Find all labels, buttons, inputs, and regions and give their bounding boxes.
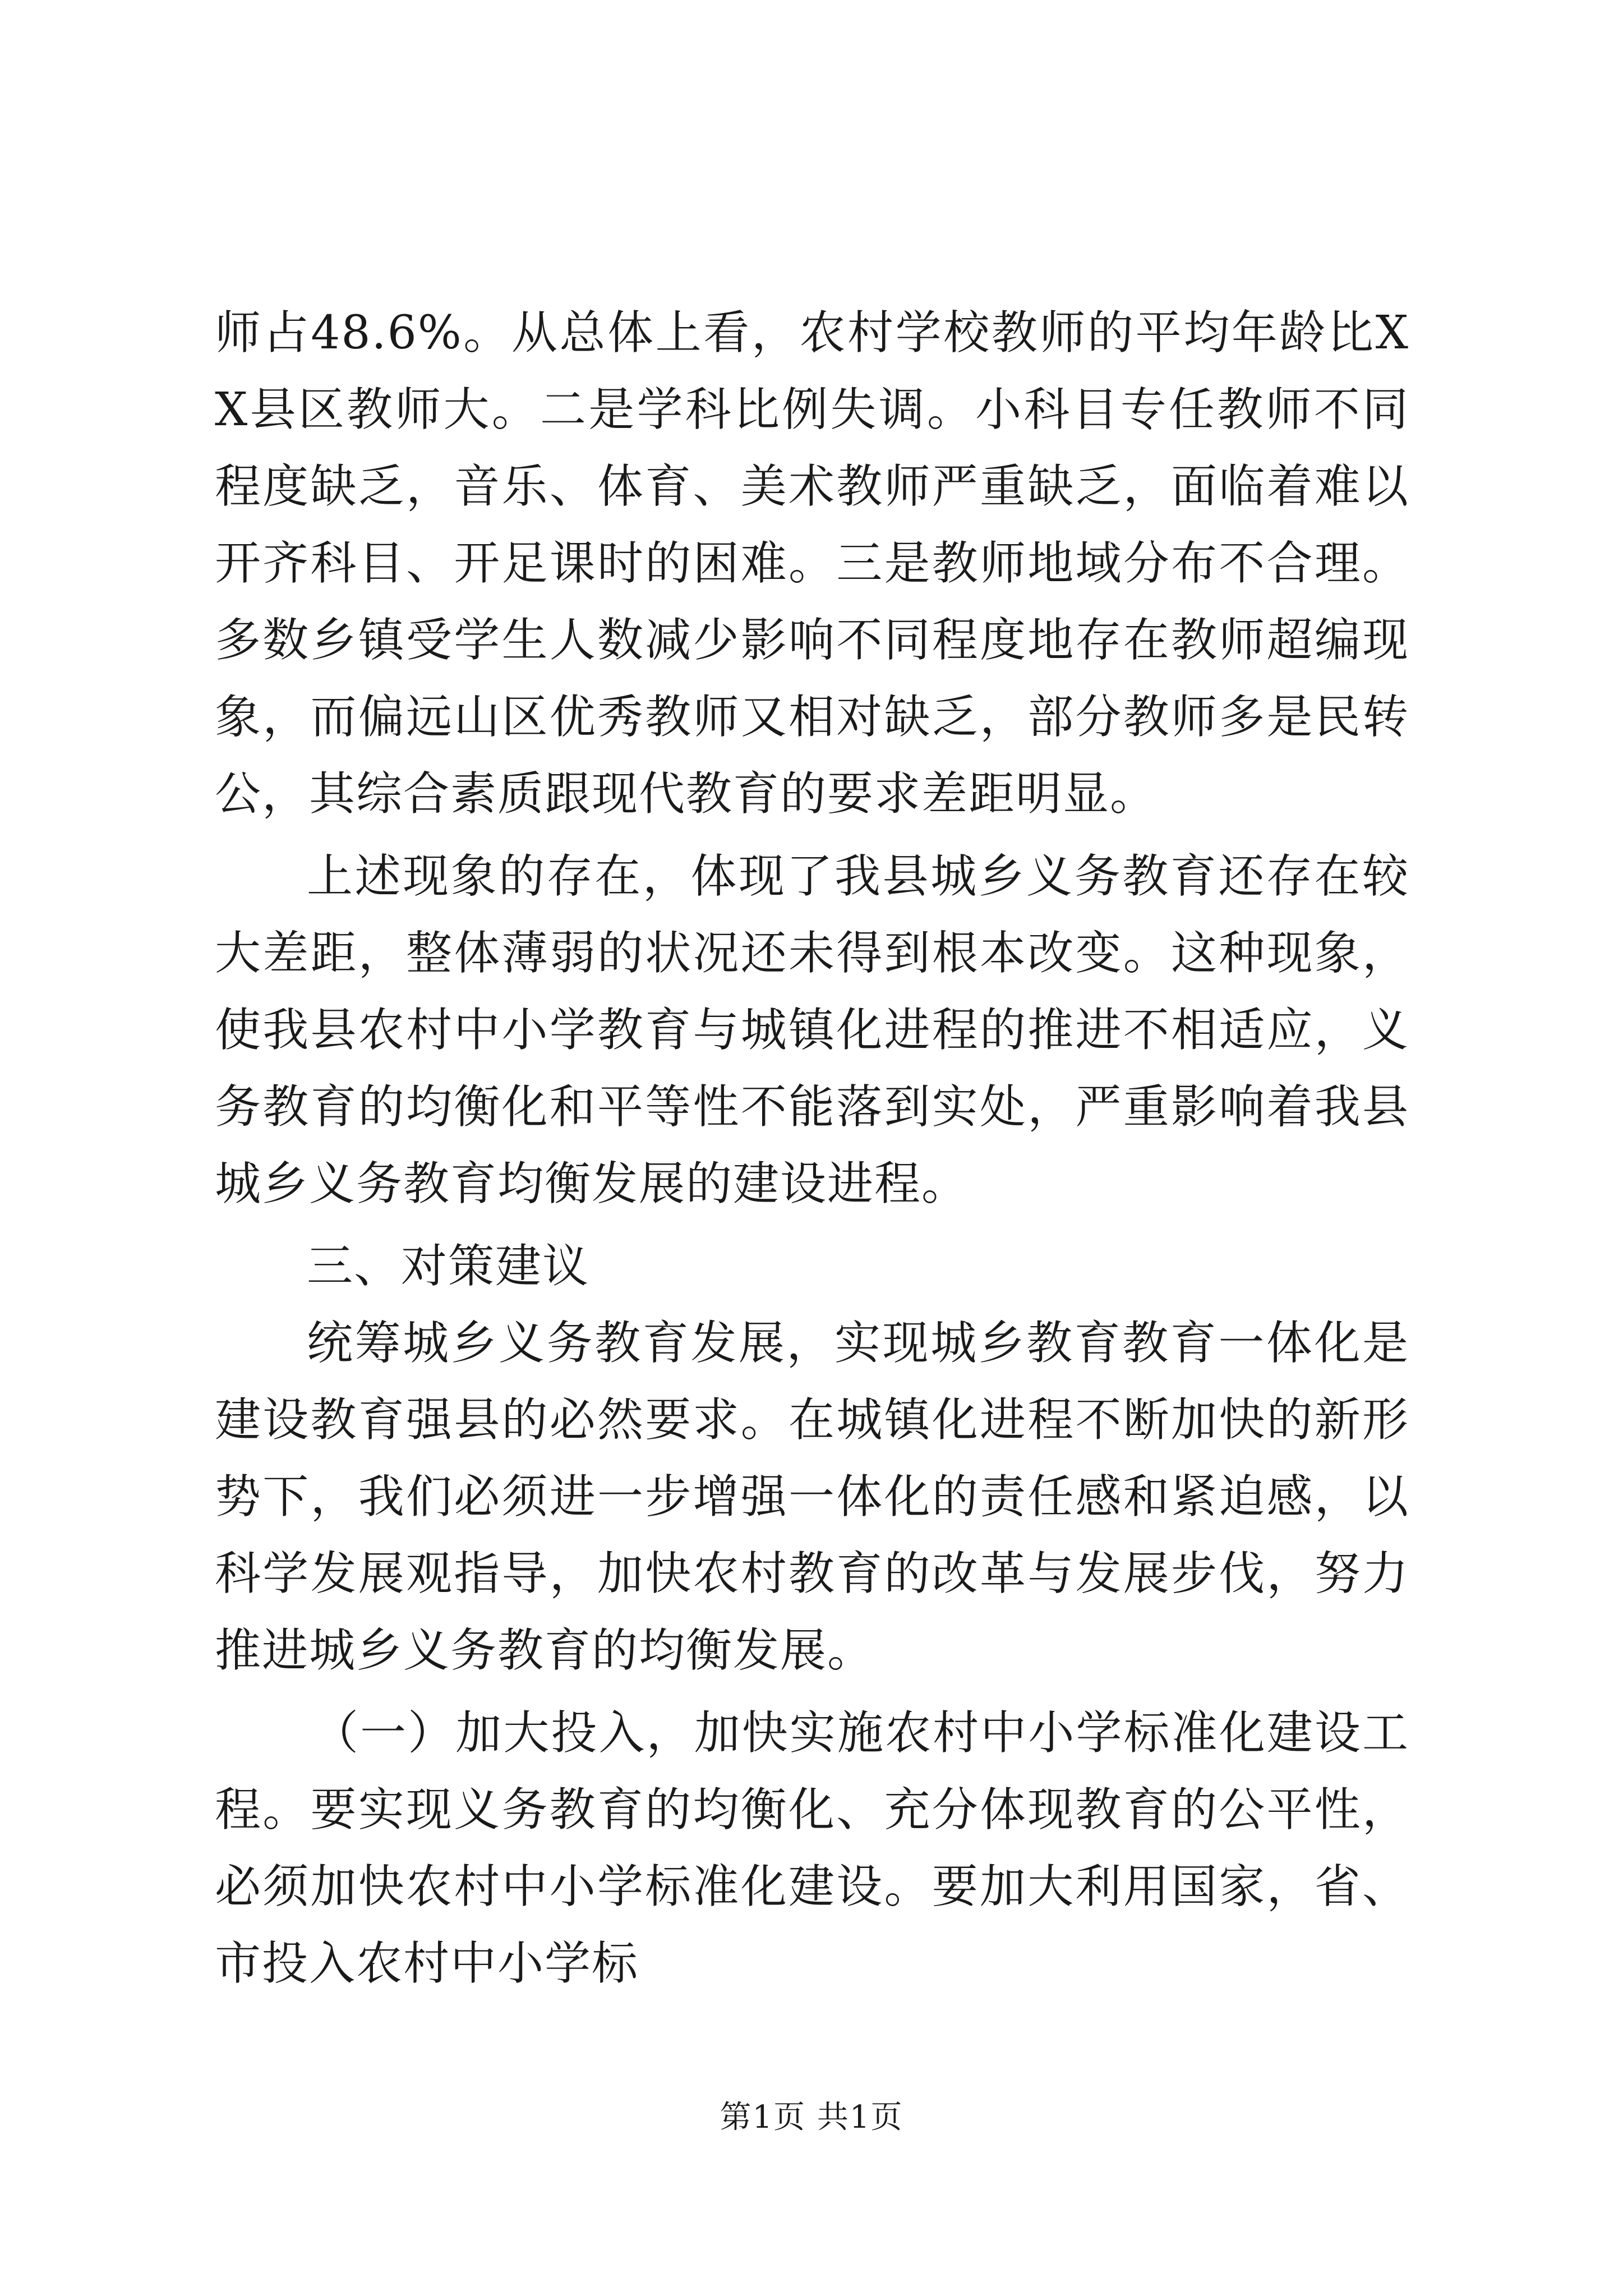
document-body — [215, 295, 1409, 2002]
paragraph-teacher-statistics: 师占48.6%。从总体上看，农村学校教师的平均年龄比XX县区教师大。二是学科比例失调。小科目专任教师不同程度缺乏，音乐、体育、美术教师严重缺乏，面临着难以开齐科目、开足课时的困难。三是教师地域分布不合理。多数乡镇受学生人数减少影响不同程度地存在教师超编现象，而偏远山区优秀教师又相对缺乏，部分教师多是民转公，其综合素质跟现代教育的要求差距明显。 — [215, 306, 1409, 821]
section-heading-suggestions: 三、对策建议 — [307, 1240, 590, 1293]
page-footer: 第1页 共1页 — [720, 2099, 903, 2136]
paragraph-investment: （一）加大投入，加快实施农村中小学标准化建设工程。要实现义务教育的均衡化、充分体现教育的公平性，必须加快农村中小学标准化建设。要加大利用国家，省、市投入农村中小学标 — [215, 1706, 1409, 1990]
paragraph-integration: 统筹城乡义务教育发展，实现城乡教育教育一体化是建设教育强县的必然要求。在城镇化进程不断加快的新形势下，我们必须进一步增强一体化的责任感和紧迫感，以科学发展观指导，加快农村教育的改革与发展步伐，努力推进城乡义务教育的均衡发展。 — [215, 1317, 1409, 1677]
paragraph-gap-summary: 上述现象的存在，体现了我县城乡义务教育还存在较大差距，整体薄弱的状况还未得到根本改变。这种现象，使我县农村中小学教育与城镇化进程的推进不相适应，义务教育的均衡化和平等性不能落到实处，严重影响着我县城乡义务教育均衡发展的建设进程。 — [215, 850, 1409, 1211]
